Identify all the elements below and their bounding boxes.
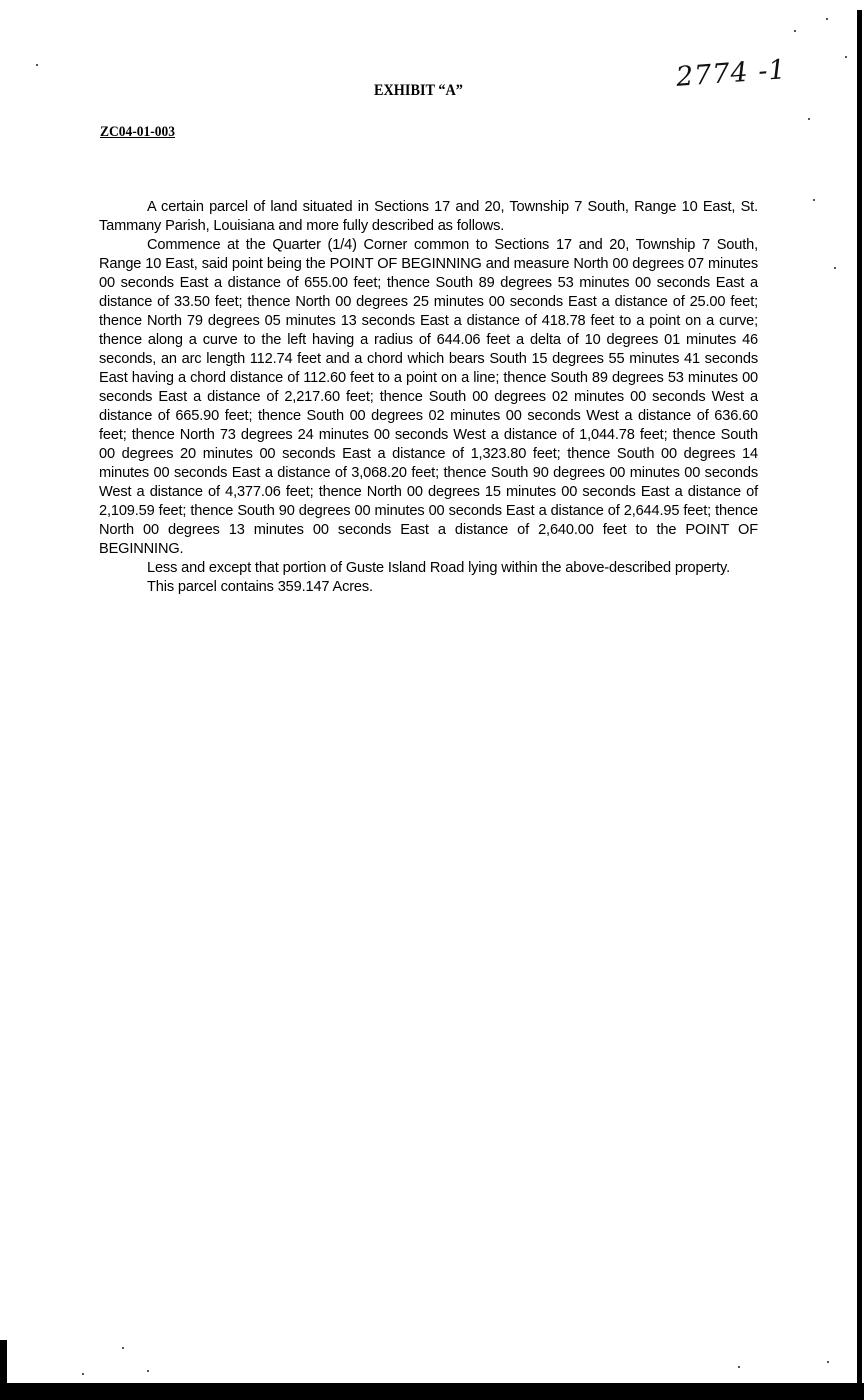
exception-paragraph: Less and except that portion of Guste Island Road lying within the above-described property. <box>147 560 731 576</box>
scan-speck <box>82 1373 84 1375</box>
scan-speck <box>147 1370 149 1372</box>
scan-speck <box>808 118 810 120</box>
exhibit-title: EXHIBIT “A” <box>374 82 463 99</box>
scan-speck <box>36 64 38 66</box>
scan-speck <box>794 30 796 32</box>
case-number: ZC04-01-003 <box>100 124 175 140</box>
parcel-intro-paragraph: A certain parcel of land situated in Sections 17 and 20, Township 7 South, Range 10 East, St. Tammany Parish, Louisiana and more fully described as follows. <box>99 199 758 234</box>
scan-border-bottom <box>0 1383 864 1400</box>
handwritten-page-number: 2774 -1 <box>675 54 788 93</box>
scan-speck <box>738 1366 740 1368</box>
legal-description <box>99 198 758 597</box>
scan-speck <box>122 1347 124 1349</box>
scan-speck <box>827 1361 829 1363</box>
scan-speck <box>834 267 836 269</box>
scan-speck <box>845 56 847 58</box>
metes-and-bounds-paragraph: Commence at the Quarter (1/4) Corner common to Sections 17 and 20, Township 7 South, Range 10 East, said point being the POINT OF BEGINNING and measure North 00 degrees 07 minutes 00 seconds East a distance of 655.00 feet; thence South 89 degrees 53 minutes 00 seconds East a distance of 33.50 feet; thence North 00 degrees 25 minutes 00 seconds East a distance of 25.00 feet; thence North 79 degrees 05 minutes 13 seconds East a distance of 418.78 feet to a point on a curve; thence along a curve to the left having a radius of 644.06 feet a delta of 10 degrees 01 minutes 46 seconds, an arc length 112.74 feet and a chord which bears South 15 degrees 55 minutes 41 seconds East having a chord distance of 112.60 feet to a point on a line; thence South 89 degrees 53 minutes 00 seconds East a distance of 2,217.60 feet; thence South 00 degrees 02 minutes 00 seconds West a distance of 665.90 feet; thence South 00 degrees 02 minutes 00 seconds West a distance of 636.60 feet; thence North 73 degrees 24 minutes 00 seconds West a distance of 1,044.78 feet; thence South 00 degrees 20 minutes 00 seconds East a distance of 1,323.80 feet; thence South 00 degrees 14 minutes 00 seconds East a distance of 3,068.20 feet; thence South 90 degrees 00 minutes 00 seconds West a distance of 4,377.06 feet; thence North 00 degrees 15 minutes 00 seconds East a distance of 2,109.59 feet; thence South 90 degrees 00 minutes 00 seconds East a distance of 2,644.95 feet; thence North 00 degrees 13 minutes 00 seconds East a distance of 2,640.00 feet to the POINT OF BEGINNING. <box>99 237 758 557</box>
acreage-paragraph: This parcel contains 359.147 Acres. <box>147 579 373 595</box>
scan-border-right <box>857 10 862 1390</box>
scan-speck <box>826 18 828 20</box>
scan-speck <box>813 199 815 201</box>
